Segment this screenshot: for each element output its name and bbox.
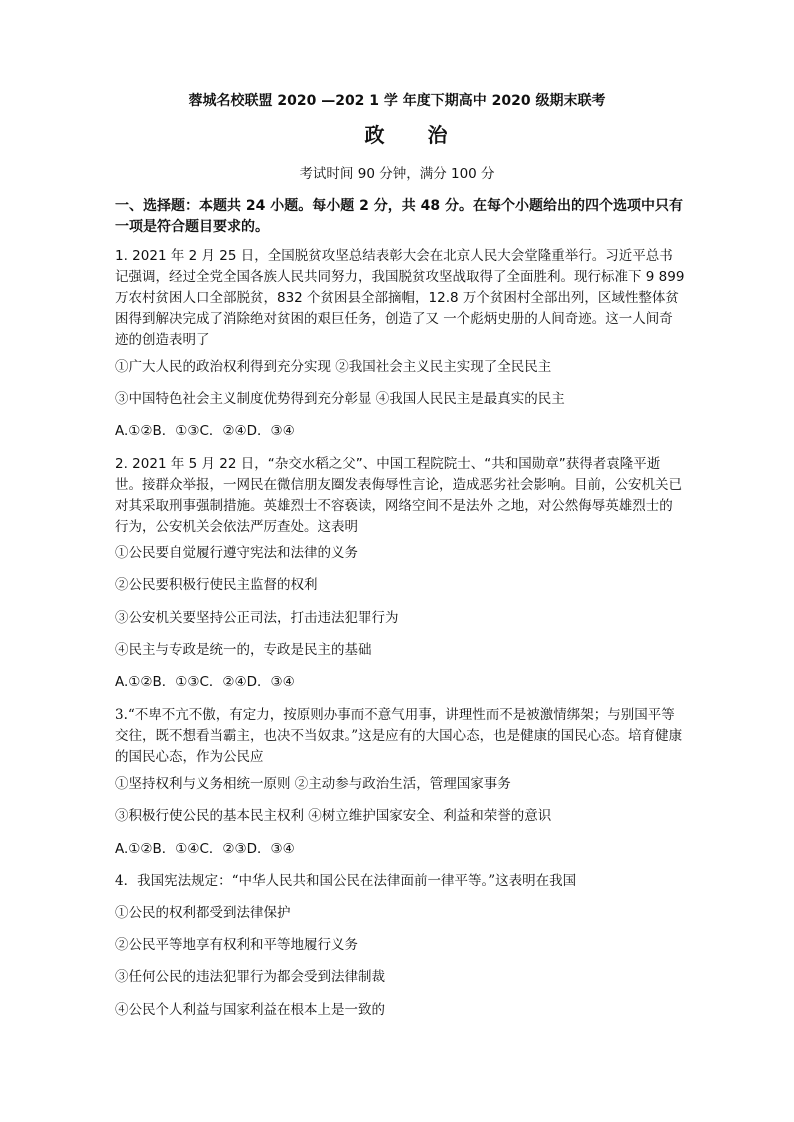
- question-3-stem: 3.“不卑不亢不傲，有定力，按原则办事而不意气用事，讲理性而不是被激情绑架；与别国平等交往，既不想看当霸主，也决不当奴隶。”这是应有的大国心态，也是健康的国民心态。培育健康的国民心态，作为公民应: [115, 707, 683, 765]
- question-1-option-line-1: ①广大人民的政治权利得到充分实现 ②我国社会主义民主实现了全民民主: [115, 359, 552, 375]
- section-instructions: 一、选择题：本题共 24 小题。每小题 2 分，共 48 分。在每个小题给出的四个选项中只有一项是符合题目要求的。: [115, 198, 683, 235]
- question-3-answers: A.①②B．①④C．②③D．③④: [115, 841, 295, 857]
- subject-title: 政 治: [364, 123, 466, 147]
- question-4-option-2: ②公民平等地享有权利和平等地履行义务: [115, 937, 358, 953]
- question-4-stem: 4．我国宪法规定：“中华人民共和国公民在法律面前一律平等。”这表明在我国: [115, 873, 577, 889]
- question-2-answers: A.①②B．①③C．②④D．③④: [115, 674, 295, 690]
- question-3-option-line-2: ③积极行使公民的基本民主权利 ④树立维护国家安全、利益和荣誉的意识: [115, 808, 552, 824]
- exam-time-info: 考试时间 90 分钟，满分 100 分: [299, 166, 495, 182]
- question-2-option-3: ③公安机关要坚持公正司法，打击违法犯罪行为: [115, 610, 399, 626]
- question-4-option-3: ③任何公民的违法犯罪行为都会受到法律制裁: [115, 969, 385, 985]
- exam-title: 蓉城名校联盟 2020 —202 1 学 年度下期高中 2020 级期末联考: [188, 93, 606, 109]
- question-3-option-line-1: ①坚持权利与义务相统一原则 ②主动参与政治生活，管理国家事务: [115, 776, 511, 792]
- question-2-option-4: ④民主与专政是统一的，专政是民主的基础: [115, 642, 372, 658]
- question-1-stem: 1. 2021 年 2 月 25 日，全国脱贫攻坚总结表彰大会在北京人民大会堂隆重举行。习近平总书记强调，经过全党全国各族人民共同努力，我国脱贫攻坚战取得了全面胜利。现行标准下 9 899 万农村贫困人口全部脱贫，832 个贫困县全部摘帽，12.8 万个贫困村全部出列，区域性整体贫困得到解决完成了消除绝对贫困的艰巨任务，创造了又 一个彪炳史册的人间奇迹。这一人间奇迹的创造表明了: [115, 248, 685, 348]
- question-1-option-line-2: ③中国特色社会主义制度优势得到充分彰显 ④我国人民民主是最真实的民主: [115, 391, 565, 407]
- question-2-stem: 2. 2021 年 5 月 22 日，“杂交水稻之父”、中国工程院院士、“共和国勋章”获得者袁隆平逝世。接群众举报，一网民在微信朋友圈发表侮辱性言论，造成恶劣社会影响。目前，公安机关已对其采取刑事强制措施。英雄烈士不容亵读，网络空间不是法外 之地，对公然侮辱英雄烈士的行为，公安机关会依法严厉查处。这表明: [115, 456, 682, 535]
- question-2-option-2: ②公民要积极行使民主监督的权利: [115, 577, 318, 593]
- question-1-answers: A.①②B．①③C．②④D．③④: [115, 423, 295, 439]
- question-2-option-1: ①公民要自觉履行遵守宪法和法律的义务: [115, 545, 358, 561]
- question-4-option-4: ④公民个人利益与国家利益在根本上是一致的: [115, 1002, 385, 1018]
- question-4-option-1: ①公民的权利都受到法律保护: [115, 905, 291, 921]
